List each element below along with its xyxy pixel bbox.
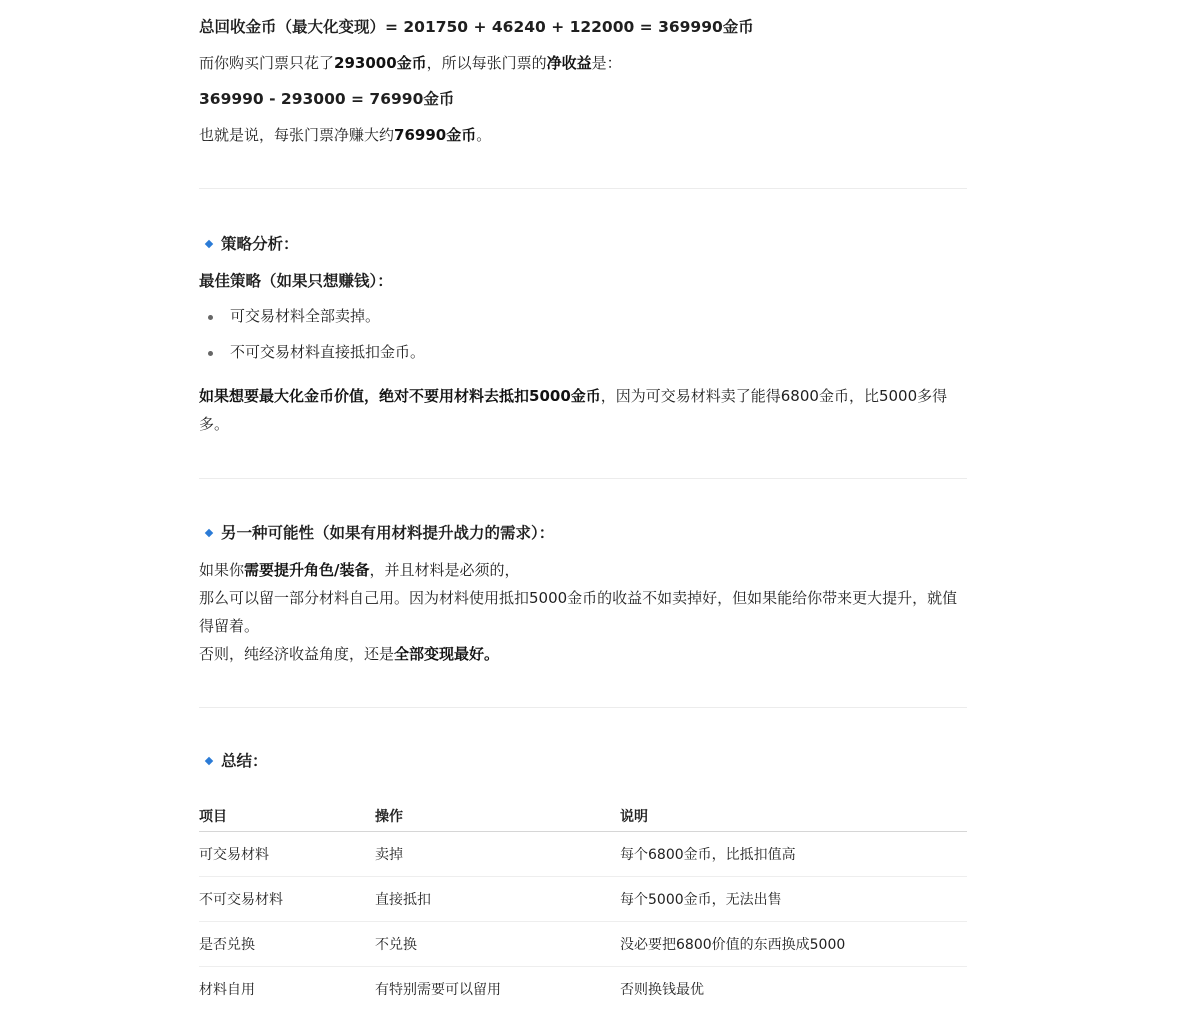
alternative-line-2: 那么可以留一部分材料自己用。因为材料使用抵扣5000金币的收益不如卖掉好，但如果能给你带来更大提升，就值得留着。 — [199, 584, 967, 640]
table-cell: 材料自用 — [199, 967, 375, 1011]
table-cell: 可交易材料 — [199, 832, 375, 877]
table-cell: 每个5000金币，无法出售 — [620, 877, 967, 922]
alternative-line-3 — [199, 640, 967, 668]
alt-line1-bold: 需要提升角色/装备 — [244, 561, 369, 579]
ticket-cost-line — [199, 49, 622, 77]
table-cell: 每个6800金币，比抵扣值高 — [620, 832, 967, 877]
alternative-heading-text: 另一种可能性（如果有用材料提升战力的需求）： — [221, 520, 554, 546]
divider — [199, 478, 967, 479]
table-cell: 不可交易材料 — [199, 877, 375, 922]
strategy-bullet-list — [199, 302, 425, 374]
table-cell: 是否兑换 — [199, 922, 375, 967]
summary-heading — [203, 748, 268, 774]
net-profit-suffix: 。 — [476, 126, 491, 144]
net-calc-line: 369990 - 293000 = 76990金币 — [199, 85, 454, 113]
maximize-bold-text: 如果想要最大化金币价值，绝对不要用材料去抵扣5000金币 — [199, 387, 601, 405]
summary-heading-text: 总结： — [221, 748, 268, 774]
column-header-item: 项目 — [199, 801, 375, 832]
table-header-row — [199, 801, 967, 832]
net-profit-amount: 76990金币 — [394, 126, 476, 144]
alternative-heading — [203, 520, 554, 546]
divider — [199, 707, 967, 708]
maximize-rest-text: ，因为可交易材料卖了能得6800金币，比5000多得多。 — [199, 387, 947, 433]
net-profit-line — [199, 121, 491, 149]
list-item — [199, 302, 425, 338]
list-item — [199, 338, 425, 374]
ticket-cost-prefix: 而你购买门票只花了 — [199, 54, 334, 72]
alt-line1-prefix: 如果你 — [199, 561, 244, 579]
ticket-cost-mid: ，所以每张门票的 — [427, 54, 547, 72]
table-row — [199, 922, 967, 967]
alt-line3-bold: 全部变现最好。 — [394, 645, 499, 663]
strategy-heading-text: 策略分析： — [221, 231, 299, 257]
maximize-paragraph — [199, 382, 967, 438]
table-row — [199, 967, 967, 1011]
diamond-icon — [205, 757, 213, 765]
alt-line1-suffix: ，并且材料是必须的， — [370, 561, 520, 579]
table-row — [199, 832, 967, 877]
alternative-line-1 — [199, 556, 967, 584]
net-profit-prefix: 也就是说，每张门票净赚大约 — [199, 126, 394, 144]
table-cell: 没必要把6800价值的东西换成5000 — [620, 922, 967, 967]
table-cell: 不兑换 — [375, 922, 620, 967]
column-header-action: 操作 — [375, 801, 620, 832]
list-item-text: 不可交易材料直接抵扣金币。 — [230, 343, 425, 361]
table-row — [199, 877, 967, 922]
bullet-dot-icon — [208, 315, 213, 320]
table-cell: 有特别需要可以留用 — [375, 967, 620, 1011]
table-cell: 否则换钱最优 — [620, 967, 967, 1011]
summary-table — [199, 801, 967, 1011]
diamond-icon — [205, 240, 213, 248]
net-profit-label: 净收益 — [547, 54, 592, 72]
ticket-cost-amount: 293000金币 — [334, 54, 427, 72]
divider — [199, 188, 967, 189]
table-cell: 直接抵扣 — [375, 877, 620, 922]
best-strategy-title: 最佳策略（如果只想赚钱）： — [199, 267, 393, 295]
table-cell: 卖掉 — [375, 832, 620, 877]
list-item-text: 可交易材料全部卖掉。 — [230, 307, 380, 325]
ticket-cost-suffix: 是： — [592, 54, 622, 72]
alternative-paragraph — [199, 556, 967, 668]
total-gold-line: 总回收金币（最大化变现）= 201750 + 46240 + 122000 = 369990金币 — [199, 13, 754, 41]
diamond-icon — [205, 529, 213, 537]
bullet-dot-icon — [208, 351, 213, 356]
strategy-heading — [203, 231, 299, 257]
column-header-note: 说明 — [620, 801, 967, 832]
alt-line3-prefix: 否则，纯经济收益角度，还是 — [199, 645, 394, 663]
